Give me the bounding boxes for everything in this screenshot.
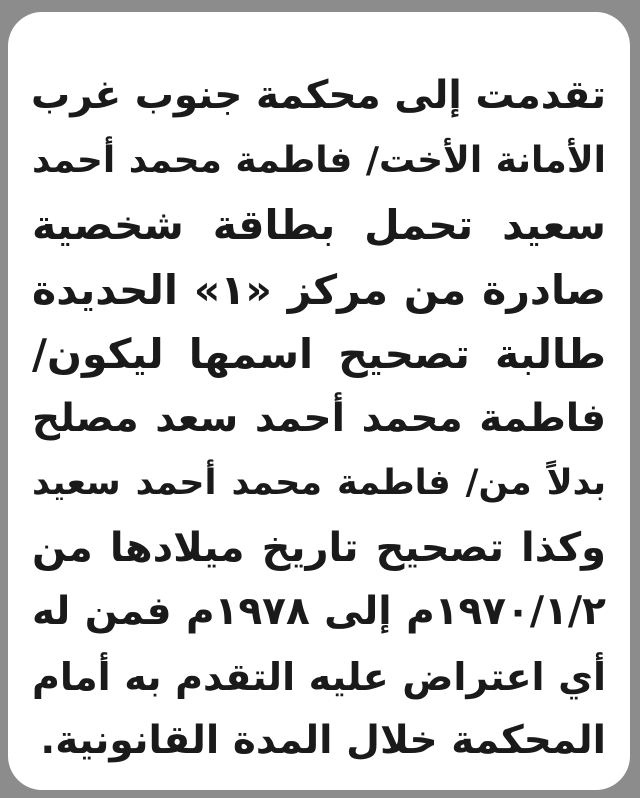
notice-line: تقدمت إلى محكمة جنوب غرب <box>31 73 606 118</box>
notice-line: بدلاً من/ فاطمة محمد أحمد سعيد <box>32 463 606 503</box>
notice-card <box>8 12 630 790</box>
notice-line: فاطمة محمد أحمد سعد مصلح <box>32 395 606 441</box>
notice-line: وكذا تصحيح تاريخ ميلادها من <box>32 524 606 571</box>
notice-text <box>32 64 606 774</box>
notice-line: صادرة من مركز «١» الحديدة <box>32 265 606 314</box>
notice-line: المحكمة خلال المدة القانونية. <box>40 718 606 763</box>
notice-line: أي اعتراض عليه التقدم به أمام <box>32 654 606 699</box>
notice-line: الأمانة الأخت/ فاطمة محمد أحمد <box>32 139 606 181</box>
notice-line: طالبة تصحيح اسمها ليكون/ <box>32 330 606 378</box>
notice-line: سعيد تحمل بطاقة شخصية <box>32 201 606 249</box>
notice-line: ١٩٧٠/١/٢م إلى ١٩٧٨م فمن له <box>32 589 606 634</box>
